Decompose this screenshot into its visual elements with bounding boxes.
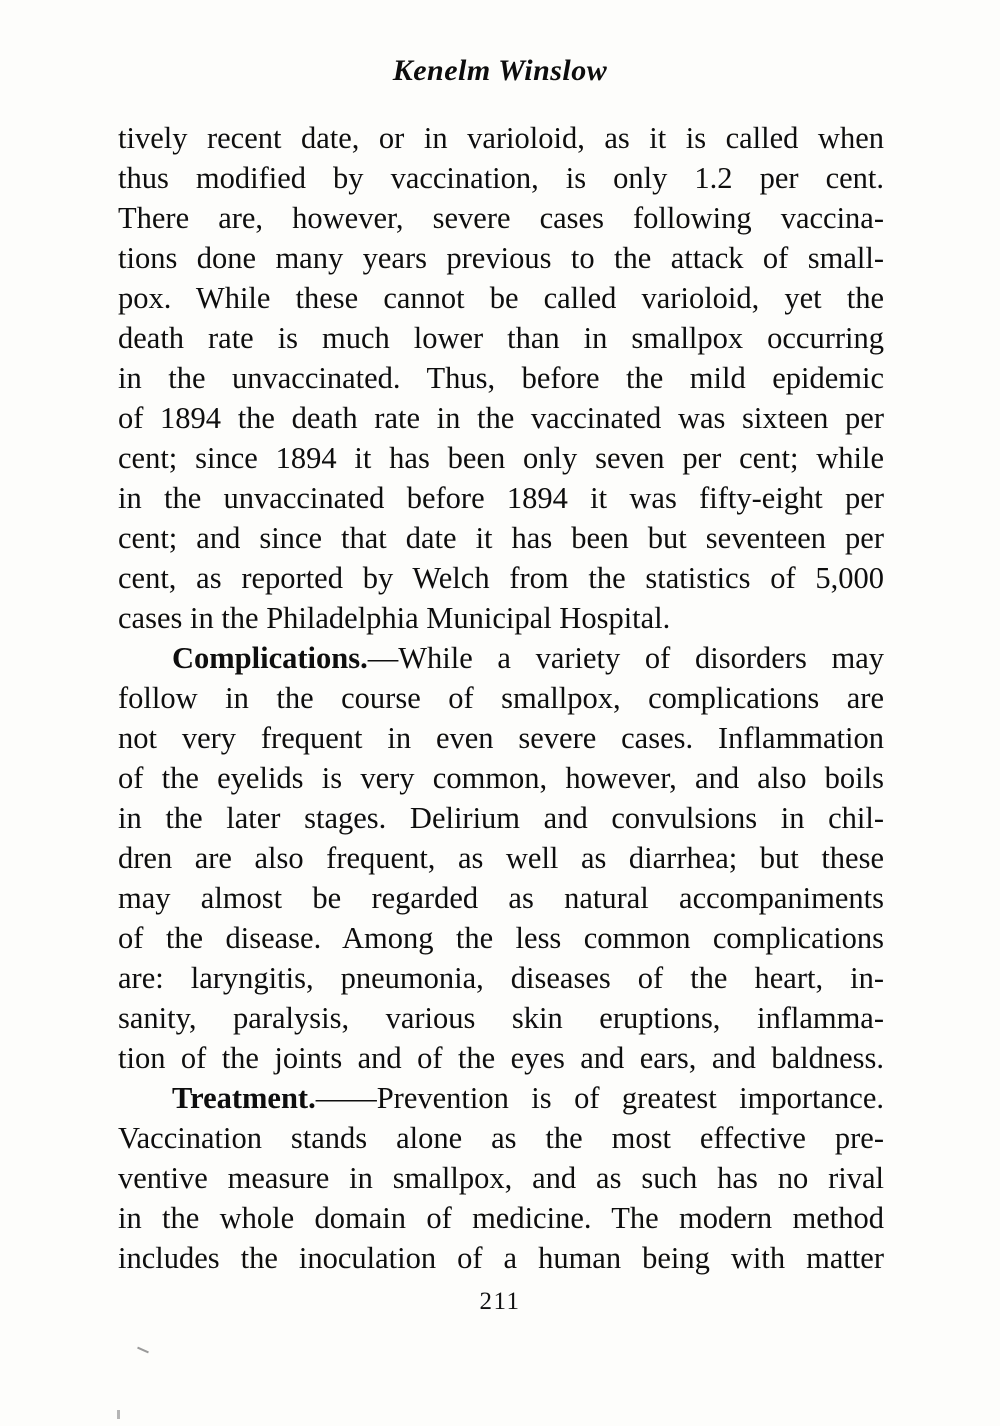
run-in-heading-treatment: Treatment. bbox=[172, 1081, 316, 1115]
paragraph-treatment bbox=[118, 1078, 884, 1278]
text-line: in the later stages. Delirium and convulsions in chil- bbox=[118, 801, 884, 835]
text-line: While a variety of disorders may bbox=[398, 641, 884, 675]
text-line: Prevention is of greatest importance. bbox=[376, 1081, 884, 1115]
text-line: death rate is much lower than in smallpox occurring bbox=[118, 321, 884, 355]
scan-artifact bbox=[117, 1410, 120, 1419]
running-head bbox=[0, 54, 1000, 88]
text-line: in the unvaccinated before 1894 it was fifty-eight per bbox=[118, 481, 884, 515]
em-dash: —— bbox=[315, 1081, 377, 1115]
text-line-with-run-in bbox=[118, 1078, 884, 1118]
text-line: dren are also frequent, as well as diarrhea; but these bbox=[118, 841, 884, 875]
text-line: cent, as reported by Welch from the statistics of 5,000 bbox=[118, 561, 884, 595]
text-line: thus modified by vaccination, is only 1.2 per cent. bbox=[118, 161, 884, 195]
text-line: cent; since 1894 it has been only seven per cent; while bbox=[118, 441, 884, 475]
text-line: There are, however, severe cases following vaccina- bbox=[118, 201, 884, 235]
text-line-with-run-in bbox=[118, 638, 884, 678]
text-line: of 1894 the death rate in the vaccinated was sixteen per bbox=[118, 401, 884, 435]
text-line: cases in the Philadelphia Municipal Hospital. bbox=[118, 601, 671, 635]
text-line: Vaccination stands alone as the most effective pre- bbox=[118, 1121, 884, 1155]
paragraph-complications bbox=[118, 638, 884, 1078]
text-column bbox=[118, 118, 884, 1278]
text-line: of the eyelids is very common, however, and also boils bbox=[118, 761, 884, 795]
text-line: pox. While these cannot be called varioloid, yet the bbox=[118, 281, 884, 315]
page-number bbox=[0, 1288, 1000, 1316]
page-number-text: 211 bbox=[479, 1288, 521, 1315]
run-in-heading-complications: Complications. bbox=[172, 641, 368, 675]
paragraph-mortality bbox=[118, 118, 884, 638]
scan-artifact bbox=[137, 1347, 149, 1354]
text-line: tively recent date, or in varioloid, as it is called when bbox=[118, 121, 884, 155]
text-line: tion of the joints and of the eyes and ears, and baldness. bbox=[118, 1041, 884, 1075]
text-line: not very frequent in even severe cases. Inflammation bbox=[118, 721, 884, 755]
text-line: of the disease. Among the less common complications bbox=[118, 921, 884, 955]
text-line: cent; and since that date it has been but seventeen per bbox=[118, 521, 884, 555]
text-line: are: laryngitis, pneumonia, diseases of the heart, in- bbox=[118, 961, 884, 995]
em-dash: — bbox=[367, 641, 399, 675]
text-line: in the whole domain of medicine. The modern method bbox=[118, 1201, 884, 1235]
text-line: follow in the course of smallpox, complications are bbox=[118, 681, 884, 715]
text-line: in the unvaccinated. Thus, before the mild epidemic bbox=[118, 361, 884, 395]
text-line: sanity, paralysis, various skin eruptions, inflamma- bbox=[118, 1001, 884, 1035]
text-line: may almost be regarded as natural accompaniments bbox=[118, 881, 884, 915]
running-head-text: Kenelm Winslow bbox=[392, 54, 608, 87]
text-line: includes the inoculation of a human being with matter bbox=[118, 1241, 884, 1275]
text-line: ventive measure in smallpox, and as such has no rival bbox=[118, 1161, 884, 1195]
text-line: tions done many years previous to the attack of small- bbox=[118, 241, 884, 275]
